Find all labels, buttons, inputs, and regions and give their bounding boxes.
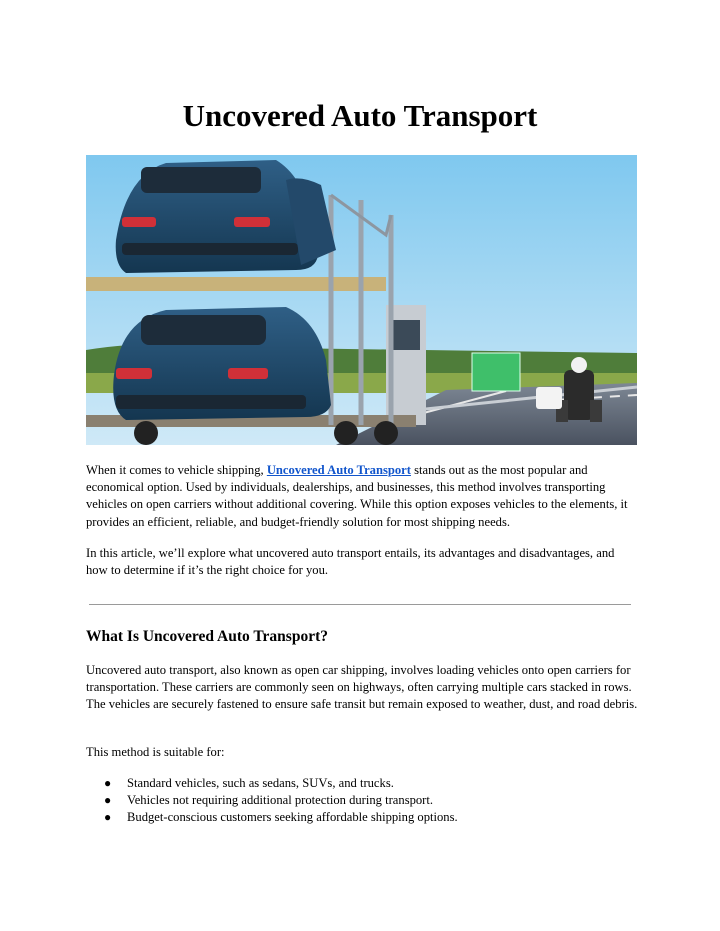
article-intro-paragraph: In this article, we’ll explore what uncovered auto transport entails, its advantages and disadvantages, and how to determine if it’s the right choice for you. xyxy=(86,546,615,578)
bullet-icon: ● xyxy=(104,776,112,790)
bullet-icon: ● xyxy=(104,810,112,825)
intro-text-start: When it comes to vehicle shipping, xyxy=(86,463,267,477)
list-item-text: Standard vehicles, such as sedans, SUVs, and trucks. xyxy=(127,776,394,790)
bullet-icon: ● xyxy=(104,793,112,808)
section-heading: What Is Uncovered Auto Transport? xyxy=(86,628,328,645)
uncovered-auto-transport-link[interactable]: Uncovered Auto Transport xyxy=(266,463,411,477)
list-item xyxy=(86,792,458,809)
list-item-text: Budget-conscious customers seeking affordable shipping options. xyxy=(127,810,458,825)
suitable-list xyxy=(86,775,458,827)
list-item xyxy=(86,775,458,792)
suitable-intro: This method is suitable for: xyxy=(86,745,225,759)
page-title: Uncovered Auto Transport xyxy=(182,98,538,133)
section-divider xyxy=(89,604,631,605)
intro-paragraph xyxy=(86,462,638,531)
car-carrier-illustration xyxy=(86,155,637,445)
intro-text-end: stands out as the most popular and economical option. Used by individuals, dealerships, and businesses, this method involves transporting vehicles on open carriers without additional covering. While this option exposes vehicles to the elements, it provides an efficient, reliable, and budget-friendly solution for most shipping needs. xyxy=(86,463,628,529)
list-item-text: Vehicles not requiring additional protection during transport. xyxy=(127,793,434,808)
section-body-paragraph: Uncovered auto transport, also known as open car shipping, involves loading vehicles onto open carriers for transportation. These carriers are commonly seen on highways, often carrying multiple cars stacked in rows. The vehicles are securely fastened to ensure safe transit but remain exposed to weather, dust, and road debris. xyxy=(86,663,638,712)
hero-image xyxy=(86,155,637,445)
list-item xyxy=(86,809,458,826)
